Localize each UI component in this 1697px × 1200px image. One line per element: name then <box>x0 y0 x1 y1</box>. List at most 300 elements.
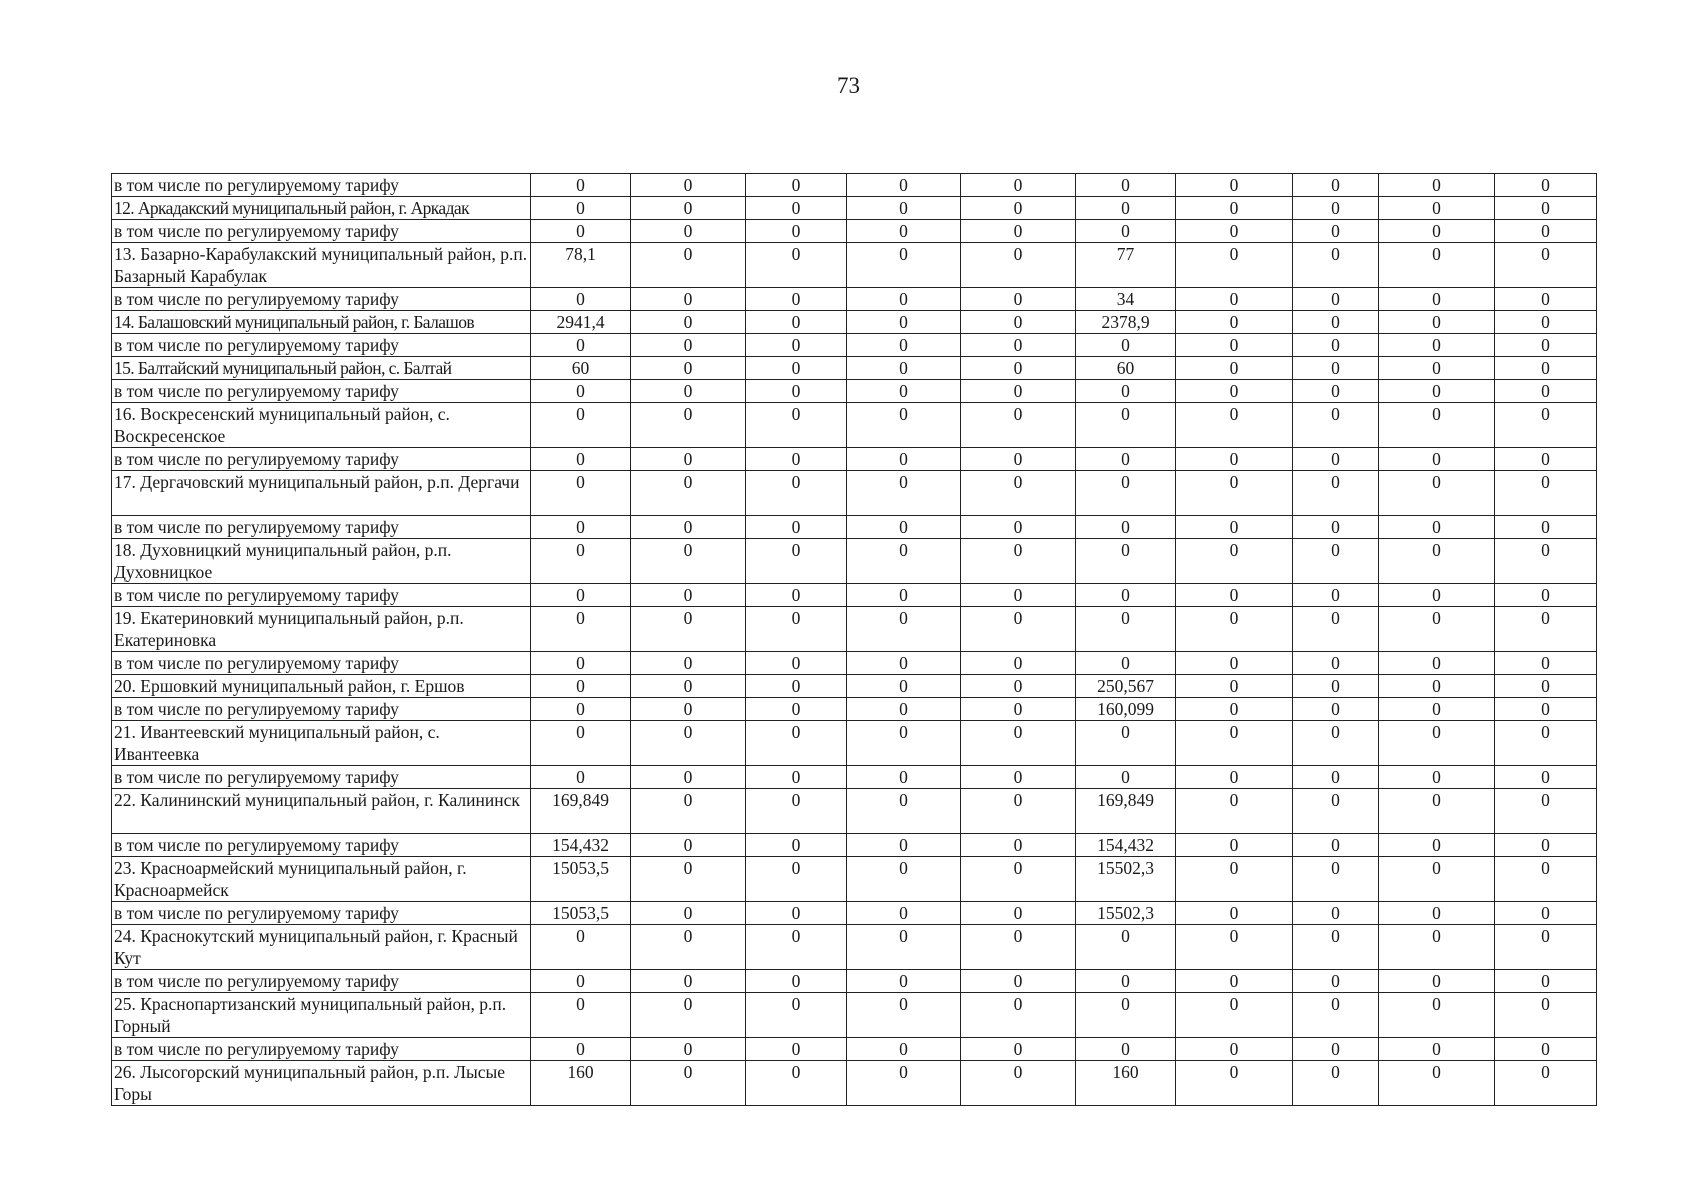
row-name: 15. Балтайский муниципальный район, с. Балтай <box>114 358 452 378</box>
value-cell: 0 <box>1379 174 1495 197</box>
row-name-cell <box>112 584 531 607</box>
row-name: в том числе по регулируемому тарифу <box>114 381 399 401</box>
value-cell: 160,099 <box>1076 698 1176 721</box>
value-cell: 0 <box>746 902 847 925</box>
value-cell: 0 <box>1293 334 1379 357</box>
row-name: в том числе по регулируемому тарифу <box>114 221 399 241</box>
value-cell: 0 <box>961 288 1076 311</box>
value-cell: 2941,4 <box>531 311 631 334</box>
value-cell: 0 <box>961 675 1076 698</box>
value-cell: 0 <box>746 789 847 834</box>
table-row <box>112 334 1597 357</box>
value-cell: 0 <box>1176 288 1293 311</box>
value-cell: 250,567 <box>1076 675 1176 698</box>
value-cell: 0 <box>1293 698 1379 721</box>
row-name-cell <box>112 1061 531 1106</box>
value-cell: 0 <box>1176 197 1293 220</box>
value-cell: 0 <box>531 539 631 584</box>
row-name: в том числе по регулируемому тарифу <box>114 449 399 469</box>
value-cell: 0 <box>1379 607 1495 652</box>
value-cell: 0 <box>531 993 631 1038</box>
value-cell: 77 <box>1076 243 1176 288</box>
value-cell: 0 <box>1076 970 1176 993</box>
row-name: 19. Екатериновкий муниципальный район, р.п. Екатериновка <box>114 608 464 650</box>
value-cell: 154,432 <box>1076 834 1176 857</box>
value-cell: 0 <box>746 288 847 311</box>
value-cell: 0 <box>631 857 746 902</box>
table-row <box>112 357 1597 380</box>
row-name-cell <box>112 311 531 334</box>
value-cell: 0 <box>1176 516 1293 539</box>
value-cell: 0 <box>631 652 746 675</box>
row-name: 25. Краснопартизанский муниципальный район, р.п. Горный <box>114 994 507 1036</box>
table-body <box>112 174 1597 1106</box>
value-cell: 0 <box>1176 380 1293 403</box>
value-cell: 0 <box>1176 584 1293 607</box>
value-cell: 0 <box>746 243 847 288</box>
value-cell: 0 <box>631 1061 746 1106</box>
value-cell: 0 <box>746 334 847 357</box>
value-cell: 0 <box>1176 789 1293 834</box>
value-cell: 0 <box>631 675 746 698</box>
table-row <box>112 902 1597 925</box>
value-cell: 0 <box>847 970 961 993</box>
value-cell: 0 <box>847 652 961 675</box>
value-cell: 0 <box>961 698 1076 721</box>
value-cell: 0 <box>1293 766 1379 789</box>
value-cell: 0 <box>746 403 847 448</box>
row-name-cell <box>112 675 531 698</box>
value-cell: 0 <box>1293 448 1379 471</box>
value-cell: 0 <box>961 516 1076 539</box>
value-cell: 0 <box>847 448 961 471</box>
value-cell: 0 <box>631 766 746 789</box>
row-name: 21. Ивантеевский муниципальный район, с. Ивантеевка <box>114 722 440 764</box>
value-cell: 0 <box>746 766 847 789</box>
value-cell: 0 <box>1076 448 1176 471</box>
value-cell: 0 <box>847 675 961 698</box>
value-cell: 0 <box>1495 834 1597 857</box>
table-row <box>112 652 1597 675</box>
table-row <box>112 311 1597 334</box>
value-cell: 0 <box>1076 174 1176 197</box>
value-cell: 0 <box>1495 220 1597 243</box>
table-row <box>112 1061 1597 1106</box>
value-cell: 0 <box>1495 448 1597 471</box>
value-cell: 0 <box>631 834 746 857</box>
value-cell: 0 <box>1176 357 1293 380</box>
value-cell: 0 <box>1379 197 1495 220</box>
value-cell: 0 <box>1495 789 1597 834</box>
row-name: в том числе по регулируемому тарифу <box>114 699 399 719</box>
value-cell: 0 <box>961 993 1076 1038</box>
value-cell: 0 <box>1076 766 1176 789</box>
row-name-cell <box>112 993 531 1038</box>
value-cell: 0 <box>1293 902 1379 925</box>
value-cell: 0 <box>746 970 847 993</box>
value-cell: 0 <box>1495 993 1597 1038</box>
value-cell: 0 <box>847 334 961 357</box>
value-cell: 0 <box>847 243 961 288</box>
value-cell: 2378,9 <box>1076 311 1176 334</box>
value-cell: 0 <box>631 516 746 539</box>
value-cell: 0 <box>1495 1061 1597 1106</box>
value-cell: 0 <box>1176 220 1293 243</box>
value-cell: 0 <box>746 652 847 675</box>
value-cell: 0 <box>1495 766 1597 789</box>
value-cell: 0 <box>847 539 961 584</box>
value-cell: 0 <box>631 607 746 652</box>
row-name-cell <box>112 970 531 993</box>
value-cell: 34 <box>1076 288 1176 311</box>
value-cell: 0 <box>961 311 1076 334</box>
table-row <box>112 448 1597 471</box>
value-cell: 0 <box>1076 925 1176 970</box>
value-cell: 0 <box>531 516 631 539</box>
value-cell: 169,849 <box>1076 789 1176 834</box>
value-cell: 0 <box>1379 1061 1495 1106</box>
value-cell: 0 <box>1379 993 1495 1038</box>
value-cell: 0 <box>1076 721 1176 766</box>
row-name: в том числе по регулируемому тарифу <box>114 517 399 537</box>
value-cell: 0 <box>531 220 631 243</box>
value-cell: 60 <box>531 357 631 380</box>
value-cell: 0 <box>1495 539 1597 584</box>
row-name: 20. Ершовкий муниципальный район, г. Ершов <box>114 676 465 696</box>
value-cell: 0 <box>1076 380 1176 403</box>
value-cell: 0 <box>746 380 847 403</box>
value-cell: 0 <box>1293 607 1379 652</box>
row-name-cell <box>112 721 531 766</box>
row-name: в том числе по регулируемому тарифу <box>114 971 399 991</box>
value-cell: 0 <box>847 902 961 925</box>
value-cell: 0 <box>961 357 1076 380</box>
value-cell: 0 <box>631 902 746 925</box>
value-cell: 0 <box>847 721 961 766</box>
table-row <box>112 380 1597 403</box>
value-cell: 0 <box>631 471 746 516</box>
table-row <box>112 288 1597 311</box>
value-cell: 0 <box>746 834 847 857</box>
value-cell: 0 <box>1176 1061 1293 1106</box>
value-cell: 0 <box>531 925 631 970</box>
row-name-cell <box>112 607 531 652</box>
value-cell: 0 <box>1293 357 1379 380</box>
value-cell: 0 <box>1379 539 1495 584</box>
value-cell: 0 <box>631 174 746 197</box>
value-cell: 0 <box>1379 698 1495 721</box>
value-cell: 0 <box>1293 220 1379 243</box>
value-cell: 0 <box>961 448 1076 471</box>
value-cell: 0 <box>961 174 1076 197</box>
value-cell: 0 <box>1379 652 1495 675</box>
value-cell: 0 <box>1076 607 1176 652</box>
row-name: в том числе по регулируемому тарифу <box>114 767 399 787</box>
value-cell: 0 <box>631 925 746 970</box>
table-row <box>112 174 1597 197</box>
table-row <box>112 471 1597 516</box>
table-row <box>112 220 1597 243</box>
value-cell: 0 <box>1379 766 1495 789</box>
value-cell: 0 <box>631 403 746 448</box>
row-name-cell <box>112 448 531 471</box>
value-cell: 0 <box>847 174 961 197</box>
row-name-cell <box>112 766 531 789</box>
value-cell: 0 <box>1379 789 1495 834</box>
table-row <box>112 516 1597 539</box>
value-cell: 15502,3 <box>1076 902 1176 925</box>
value-cell: 0 <box>1176 993 1293 1038</box>
value-cell: 0 <box>1495 288 1597 311</box>
value-cell: 0 <box>847 789 961 834</box>
value-cell: 0 <box>1293 970 1379 993</box>
value-cell: 0 <box>531 584 631 607</box>
value-cell: 60 <box>1076 357 1176 380</box>
value-cell: 0 <box>961 403 1076 448</box>
value-cell: 0 <box>531 721 631 766</box>
value-cell: 0 <box>1293 380 1379 403</box>
row-name: 17. Дергачовский муниципальный район, р.п. Дергачи <box>114 472 520 492</box>
value-cell: 0 <box>1176 902 1293 925</box>
value-cell: 0 <box>631 970 746 993</box>
value-cell: 0 <box>847 584 961 607</box>
value-cell: 0 <box>847 857 961 902</box>
value-cell: 0 <box>746 471 847 516</box>
value-cell: 0 <box>1379 448 1495 471</box>
value-cell: 0 <box>1379 288 1495 311</box>
value-cell: 0 <box>1176 607 1293 652</box>
value-cell: 0 <box>746 607 847 652</box>
value-cell: 0 <box>961 1061 1076 1106</box>
value-cell: 0 <box>1176 766 1293 789</box>
value-cell: 0 <box>631 584 746 607</box>
table-row <box>112 403 1597 448</box>
value-cell: 0 <box>531 970 631 993</box>
value-cell: 0 <box>1495 334 1597 357</box>
value-cell: 0 <box>631 721 746 766</box>
row-name: 13. Базарно-Карабулакский муниципальный район, р.п. Базарный Карабулак <box>114 244 528 286</box>
value-cell: 0 <box>961 1038 1076 1061</box>
value-cell: 160 <box>1076 1061 1176 1106</box>
row-name-cell <box>112 174 531 197</box>
value-cell: 0 <box>1379 403 1495 448</box>
value-cell: 0 <box>1076 584 1176 607</box>
value-cell: 0 <box>531 174 631 197</box>
table-row <box>112 766 1597 789</box>
value-cell: 0 <box>1495 698 1597 721</box>
value-cell: 0 <box>631 448 746 471</box>
value-cell: 0 <box>1379 311 1495 334</box>
value-cell: 0 <box>847 197 961 220</box>
table-row <box>112 925 1597 970</box>
value-cell: 0 <box>1379 516 1495 539</box>
value-cell: 0 <box>1293 471 1379 516</box>
value-cell: 169,849 <box>531 789 631 834</box>
value-cell: 0 <box>961 197 1076 220</box>
value-cell: 0 <box>1176 403 1293 448</box>
value-cell: 0 <box>1495 721 1597 766</box>
value-cell: 0 <box>1495 1038 1597 1061</box>
value-cell: 0 <box>1495 925 1597 970</box>
value-cell: 0 <box>1293 721 1379 766</box>
value-cell: 0 <box>746 584 847 607</box>
row-name: в том числе по регулируемому тарифу <box>114 585 399 605</box>
value-cell: 0 <box>1176 311 1293 334</box>
value-cell: 0 <box>1293 993 1379 1038</box>
value-cell: 0 <box>961 220 1076 243</box>
value-cell: 0 <box>631 243 746 288</box>
row-name: в том числе по регулируемому тарифу <box>114 175 399 195</box>
value-cell: 0 <box>1379 220 1495 243</box>
row-name: 24. Краснокутский муниципальный район, г. Красный Кут <box>114 926 518 968</box>
value-cell: 0 <box>1076 993 1176 1038</box>
value-cell: 0 <box>531 380 631 403</box>
value-cell: 0 <box>847 698 961 721</box>
value-cell: 0 <box>961 380 1076 403</box>
value-cell: 0 <box>961 539 1076 584</box>
value-cell: 0 <box>847 357 961 380</box>
row-name-cell <box>112 288 531 311</box>
value-cell: 0 <box>746 174 847 197</box>
value-cell: 0 <box>1293 197 1379 220</box>
value-cell: 0 <box>1176 334 1293 357</box>
row-name-cell <box>112 220 531 243</box>
row-name-cell <box>112 1038 531 1061</box>
value-cell: 0 <box>1293 288 1379 311</box>
row-name-cell <box>112 471 531 516</box>
table-row <box>112 197 1597 220</box>
table-row <box>112 993 1597 1038</box>
value-cell: 0 <box>531 334 631 357</box>
row-name-cell <box>112 334 531 357</box>
value-cell: 0 <box>847 288 961 311</box>
value-cell: 0 <box>746 197 847 220</box>
value-cell: 0 <box>1379 1038 1495 1061</box>
value-cell: 0 <box>631 197 746 220</box>
row-name: в том числе по регулируемому тарифу <box>114 653 399 673</box>
value-cell: 0 <box>961 789 1076 834</box>
value-cell: 0 <box>746 857 847 902</box>
row-name-cell <box>112 516 531 539</box>
table-row <box>112 970 1597 993</box>
value-cell: 0 <box>1495 403 1597 448</box>
value-cell: 0 <box>746 1038 847 1061</box>
value-cell: 0 <box>1176 539 1293 584</box>
value-cell: 0 <box>847 925 961 970</box>
row-name-cell <box>112 652 531 675</box>
value-cell: 0 <box>1293 174 1379 197</box>
value-cell: 0 <box>1076 539 1176 584</box>
value-cell: 0 <box>847 380 961 403</box>
row-name: в том числе по регулируемому тарифу <box>114 289 399 309</box>
value-cell: 0 <box>1379 970 1495 993</box>
table-row <box>112 857 1597 902</box>
value-cell: 0 <box>531 1038 631 1061</box>
value-cell: 0 <box>847 220 961 243</box>
value-cell: 0 <box>1293 857 1379 902</box>
value-cell: 0 <box>1176 698 1293 721</box>
row-name: в том числе по регулируемому тарифу <box>114 835 399 855</box>
value-cell: 0 <box>531 288 631 311</box>
value-cell: 0 <box>1176 1038 1293 1061</box>
table-row <box>112 584 1597 607</box>
value-cell: 0 <box>961 334 1076 357</box>
value-cell: 0 <box>631 539 746 584</box>
value-cell: 0 <box>631 993 746 1038</box>
value-cell: 0 <box>1176 970 1293 993</box>
row-name: 14. Балашовский муниципальный район, г. Балашов <box>114 312 475 332</box>
value-cell: 0 <box>1495 902 1597 925</box>
value-cell: 0 <box>1495 857 1597 902</box>
value-cell: 0 <box>1076 334 1176 357</box>
value-cell: 0 <box>1379 834 1495 857</box>
value-cell: 0 <box>1176 652 1293 675</box>
value-cell: 0 <box>847 1038 961 1061</box>
value-cell: 0 <box>961 607 1076 652</box>
table-row <box>112 607 1597 652</box>
value-cell: 0 <box>1379 334 1495 357</box>
value-cell: 0 <box>847 403 961 448</box>
value-cell: 0 <box>961 721 1076 766</box>
value-cell: 0 <box>531 607 631 652</box>
table-row <box>112 539 1597 584</box>
value-cell: 0 <box>746 925 847 970</box>
value-cell: 0 <box>1293 1061 1379 1106</box>
value-cell: 0 <box>1176 243 1293 288</box>
value-cell: 0 <box>1495 471 1597 516</box>
value-cell: 0 <box>1076 1038 1176 1061</box>
value-cell: 0 <box>531 698 631 721</box>
value-cell: 0 <box>746 698 847 721</box>
row-name: в том числе по регулируемому тарифу <box>114 903 399 923</box>
value-cell: 0 <box>961 652 1076 675</box>
value-cell: 0 <box>1495 675 1597 698</box>
value-cell: 0 <box>631 380 746 403</box>
row-name: 18. Духовницкий муниципальный район, р.п. Духовницкое <box>114 540 452 582</box>
value-cell: 0 <box>1293 539 1379 584</box>
row-name: 26. Лысогорский муниципальный район, р.п. Лысые Горы <box>114 1062 506 1104</box>
table-row <box>112 1038 1597 1061</box>
value-cell: 0 <box>1379 675 1495 698</box>
value-cell: 0 <box>961 902 1076 925</box>
value-cell: 0 <box>1076 220 1176 243</box>
value-cell: 0 <box>1379 902 1495 925</box>
table-row <box>112 789 1597 834</box>
value-cell: 0 <box>1176 675 1293 698</box>
value-cell: 0 <box>746 993 847 1038</box>
value-cell: 0 <box>1495 970 1597 993</box>
table-row <box>112 675 1597 698</box>
row-name-cell <box>112 357 531 380</box>
value-cell: 0 <box>847 993 961 1038</box>
value-cell: 0 <box>1495 174 1597 197</box>
value-cell: 0 <box>1293 834 1379 857</box>
value-cell: 0 <box>531 471 631 516</box>
page-number: 73 <box>837 73 860 98</box>
value-cell: 0 <box>1293 584 1379 607</box>
value-cell: 0 <box>1293 652 1379 675</box>
value-cell: 0 <box>1495 607 1597 652</box>
value-cell: 0 <box>1293 516 1379 539</box>
value-cell: 0 <box>1076 197 1176 220</box>
value-cell: 0 <box>1379 357 1495 380</box>
value-cell: 0 <box>847 311 961 334</box>
table-row <box>112 721 1597 766</box>
value-cell: 0 <box>1293 675 1379 698</box>
row-name: в том числе по регулируемому тарифу <box>114 335 399 355</box>
value-cell: 0 <box>1176 174 1293 197</box>
value-cell: 0 <box>1293 789 1379 834</box>
